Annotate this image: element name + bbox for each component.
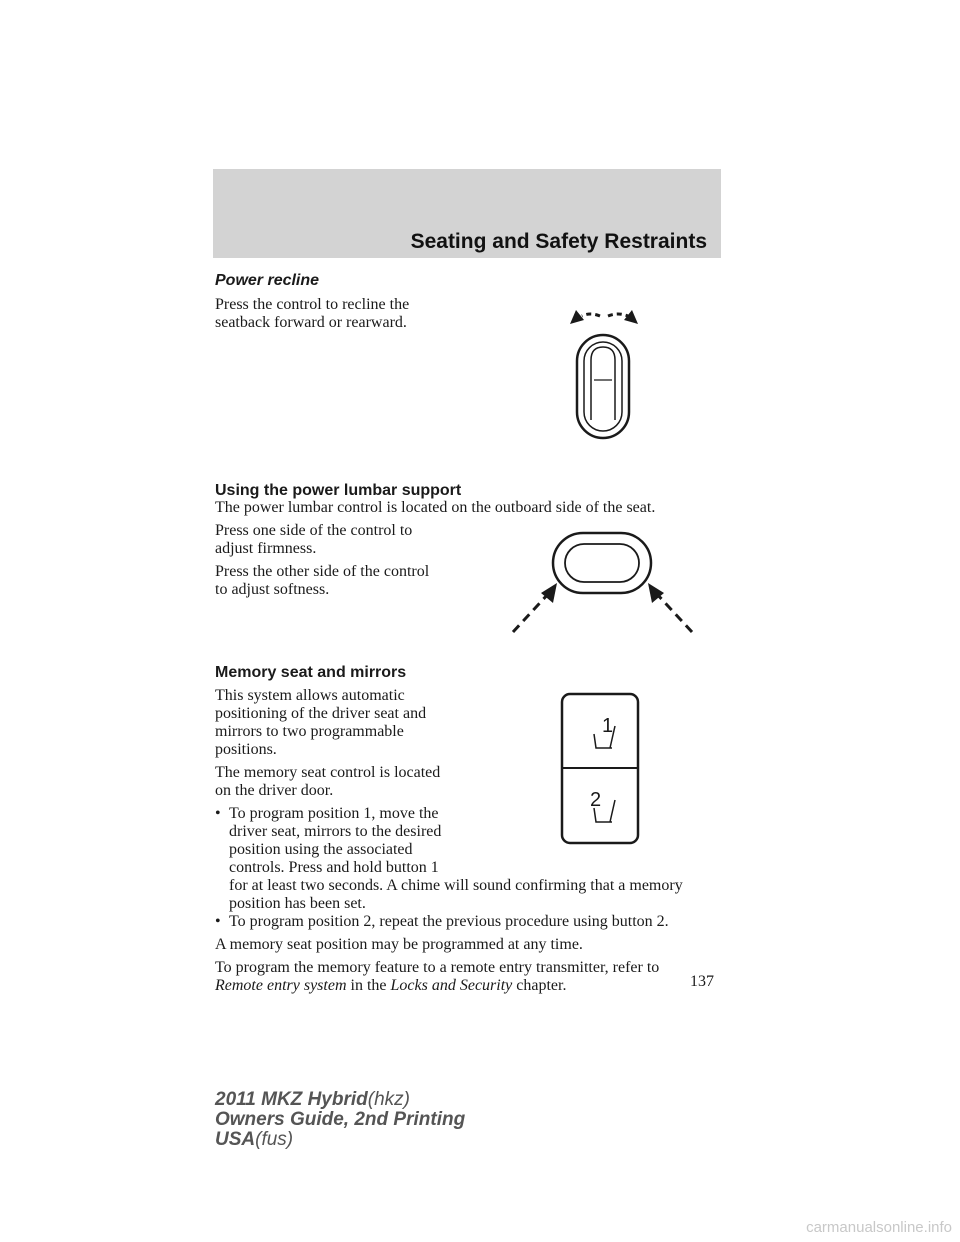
recline-text-line-1: Press the control to recline the [215,296,410,313]
lumbar-heading: Using the power lumbar support [215,482,462,499]
recline-arc-right [608,314,628,316]
arrow-left-icon [570,310,584,324]
document-footer [215,1090,465,1150]
memory-button-1 [594,715,615,748]
arrow-right-icon [624,310,638,324]
recline-control-illustration [560,300,650,445]
memory-button-2 [590,789,615,822]
ref-remote-entry: Remote entry system [215,977,347,994]
seatback-icon [591,347,615,420]
memory-p4-line-1: To program the memory feature to a remote entry transmitter, refer to [215,959,660,976]
memory-buttons-illustration [560,692,640,845]
lumbar-p2-line-2: to adjust softness. [215,581,330,598]
lumbar-p2-line-1: Press the other side of the control [215,563,430,580]
memory-button-1-label: 1 [602,715,614,737]
power-recline-heading: Power recline [215,272,320,289]
lumbar-p1-line-2: adjust firmness. [215,540,317,557]
memory-p2-line-2: on the driver door. [215,782,334,799]
recline-switch-outer [577,335,629,438]
memory-p1-line-2: positioning of the driver seat and [215,705,427,722]
section-title: Seating and Safety Restraints [410,230,707,253]
footer-line-2: Owners Guide, 2nd Printing [215,1109,466,1130]
lumbar-p1-line-1: Press one side of the control to [215,522,413,539]
recline-switch-inner [584,342,622,431]
page-number: 137 [690,973,714,990]
lumbar-control-illustration [505,525,700,640]
recline-text-line-2: seatback forward or rearward. [215,314,407,331]
footer-line-3: USA(fus) [215,1129,294,1150]
lumbar-intro: The power lumbar control is located on the outboard side of the seat. [215,499,656,516]
bullet-dot: • [215,805,221,822]
memory-p1-line-4: positions. [215,741,277,758]
recline-arc-left [582,314,600,316]
footer-line-1: 2011 MKZ Hybrid(hkz) [215,1089,410,1110]
watermark: carmanualsonline.info [806,1219,952,1236]
ref-locks-security: Locks and Security [390,977,513,994]
section-header-band [213,169,721,258]
memory-p2-line-1: The memory seat control is located [215,764,441,781]
bullet-dot: • [215,913,221,930]
memory-p1-line-3: mirrors to two programmable [215,723,404,740]
memory-button-2-label: 2 [590,789,602,811]
memory-heading: Memory seat and mirrors [215,664,407,681]
memory-p4-line-2: Remote entry system in the Locks and Security chapter. [215,977,567,994]
arrow-softness-icon [648,583,664,603]
memory-p3: A memory seat position may be programmed at any time. [215,936,583,953]
lumbar-switch-outer [553,533,651,593]
arrow-firmness-icon [541,583,557,603]
memory-p1-line-1: This system allows automatic [215,687,405,704]
lumbar-switch-inner [565,544,639,582]
